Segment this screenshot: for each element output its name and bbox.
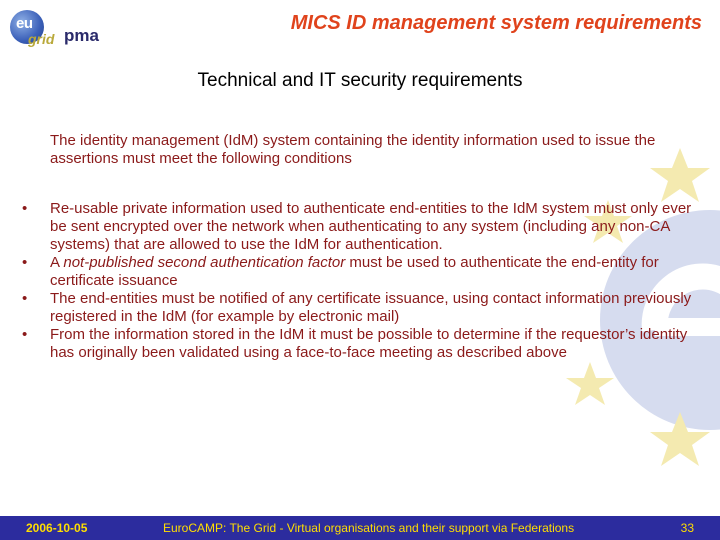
list-item-text: Re-usable private information used to authenticate end-entities to the IdM system must only ever be sent encrypted over the network when authenticating to any system (including any non-CA systems) that are allowed to use the IdM for authentication. bbox=[50, 200, 692, 253]
logo-grid-text: grid bbox=[28, 31, 55, 47]
list-item-text: The end-entities must be notified of any certificate issuance, using contact information previously registered in the IdM (for example by electronic mail) bbox=[50, 290, 692, 325]
watermark-star-3 bbox=[566, 362, 614, 405]
list-item-text-pre: A bbox=[50, 254, 64, 271]
list-item-emphasis: not-published second authentication factor bbox=[63, 254, 346, 271]
slide-title: MICS ID management system requirements bbox=[290, 12, 702, 34]
footer-date: 2006-10-05 bbox=[26, 521, 88, 535]
bullet-icon: • bbox=[22, 200, 28, 217]
intro-paragraph: The identity management (IdM) system containing the identity information used to issue the assertions must meet the following conditions bbox=[50, 132, 656, 167]
eugridpma-logo bbox=[8, 6, 104, 50]
bullet-icon: • bbox=[22, 254, 28, 271]
list-item-text-post: must be used to authenticate the end-entity for certificate issuance bbox=[50, 254, 659, 289]
list-item bbox=[22, 326, 707, 362]
page-number: 33 bbox=[680, 521, 694, 535]
list-item bbox=[22, 200, 707, 254]
list-item bbox=[22, 254, 707, 290]
footer-caption: EuroCAMP: The Grid - Virtual organisations and their support via Federations bbox=[163, 521, 575, 535]
bullet-icon: • bbox=[22, 326, 28, 343]
list-item bbox=[22, 290, 707, 326]
list-item-text: From the information stored in the IdM it must be possible to determine if the requestor’s identity has originally been validated using a face-to-face meeting as described above bbox=[50, 326, 688, 361]
bullet-icon: • bbox=[22, 290, 28, 307]
logo-eu-text: eu bbox=[16, 15, 33, 32]
requirements-list bbox=[22, 200, 707, 362]
logo-pma-text: pma bbox=[64, 26, 99, 45]
slide-subtitle: Technical and IT security requirements bbox=[197, 70, 523, 91]
